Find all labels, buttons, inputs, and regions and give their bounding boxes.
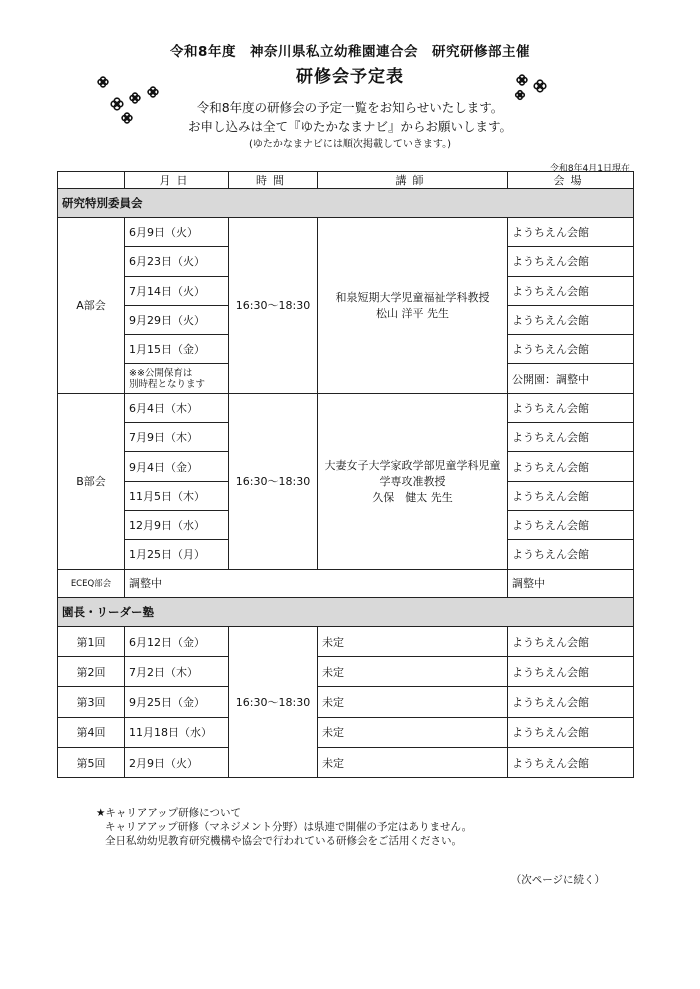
session-label: 第5回 bbox=[58, 748, 125, 778]
lecturer-cell bbox=[318, 393, 508, 569]
venue-cell: ようちえん会館 bbox=[508, 423, 634, 452]
venue-cell: ようちえん会館 bbox=[508, 626, 634, 656]
time-cell: 16:30〜18:30 bbox=[229, 218, 318, 394]
header-date: 月日 bbox=[125, 172, 229, 189]
note-line-1: ※※公開保育は bbox=[129, 367, 193, 379]
continued-note: （次ページに続く） bbox=[510, 874, 605, 886]
time-cell: 16:30〜18:30 bbox=[229, 393, 318, 569]
date-cell: 6月12日（金） bbox=[125, 626, 229, 656]
intro-text-2: お申し込みは全て『ゆたかなまナビ』からお願いします。 bbox=[187, 119, 512, 134]
date-cell: 7月14日（火） bbox=[125, 276, 229, 305]
date-cell: 7月9日（木） bbox=[125, 423, 229, 452]
date-cell: 9月25日（金） bbox=[125, 687, 229, 717]
session-label: 第1回 bbox=[58, 626, 125, 656]
date-cell: 12月9日（水） bbox=[125, 510, 229, 539]
lecturer-affiliation: 和泉短期大学児童福祉学科教授 bbox=[335, 291, 490, 305]
organizer-line: 令和8年度 神奈川県私立幼稚園連合会 研究研修部主催 bbox=[170, 44, 530, 60]
venue-cell: ようちえん会館 bbox=[508, 657, 634, 687]
table-row bbox=[58, 687, 634, 717]
venue-cell: ようちえん会館 bbox=[508, 452, 634, 481]
note-line-2: 別時程となります bbox=[129, 378, 206, 390]
venue-cell: ようちえん会館 bbox=[508, 305, 634, 334]
date-cell: 1月25日（月） bbox=[125, 540, 229, 569]
date-cell: 9月4日（金） bbox=[125, 452, 229, 481]
table-row bbox=[58, 748, 634, 778]
venue-cell: ようちえん会館 bbox=[508, 540, 634, 569]
venue-cell: ようちえん会館 bbox=[508, 687, 634, 717]
table-row bbox=[58, 717, 634, 747]
date-cell: 2月9日（火） bbox=[125, 748, 229, 778]
lecturer-cell: 未定 bbox=[318, 626, 508, 656]
section-title: 研究特別委員会 bbox=[58, 189, 634, 218]
date-cell: 6月9日（火） bbox=[125, 218, 229, 247]
date-cell: 11月5日（木） bbox=[125, 481, 229, 510]
date-cell: 6月23日（火） bbox=[125, 247, 229, 276]
section-row bbox=[58, 597, 634, 626]
group-label: ECEQ部会 bbox=[58, 569, 125, 597]
header-time: 時間 bbox=[229, 172, 318, 189]
venue-cell: ようちえん会館 bbox=[508, 481, 634, 510]
table-row bbox=[58, 218, 634, 247]
venue-cell: ようちえん会館 bbox=[508, 276, 634, 305]
venue-cell: ようちえん会館 bbox=[508, 748, 634, 778]
lecturer-affiliation: 大妻女子大学家政学部児童学科児童 bbox=[324, 459, 501, 473]
header-venue: 会場 bbox=[508, 172, 634, 189]
intro-text-3: (ゆたかなまナビには順次掲載していきます。) bbox=[248, 139, 451, 150]
venue-cell: ようちえん会館 bbox=[508, 335, 634, 364]
group-label: B部会 bbox=[58, 393, 125, 569]
page-title: 研修会予定表 bbox=[296, 67, 404, 87]
venue-cell: ようちえん会館 bbox=[508, 393, 634, 422]
date-cell: 9月29日（火） bbox=[125, 305, 229, 334]
section-title: 園長・リーダー塾 bbox=[58, 597, 634, 626]
section-row bbox=[58, 189, 634, 218]
lecturer-cell bbox=[318, 218, 508, 394]
session-label: 第2回 bbox=[58, 657, 125, 687]
table-row bbox=[58, 657, 634, 687]
date-cell: 1月15日（金） bbox=[125, 335, 229, 364]
venue-cell: ようちえん会館 bbox=[508, 717, 634, 747]
table-row bbox=[58, 393, 634, 422]
session-label: 第3回 bbox=[58, 687, 125, 717]
lecturer-cell: 未定 bbox=[318, 717, 508, 747]
note-body-1: キャリアアップ研修（マネジメント分野）は県連で開催の予定はありません。 bbox=[105, 821, 473, 833]
date-cell: 調整中 bbox=[125, 569, 508, 597]
venue-cell: ようちえん会館 bbox=[508, 247, 634, 276]
intro-text-1: 令和8年度の研修会の予定一覧をお知らせいたします。 bbox=[196, 100, 504, 115]
lecturer-title: 学専攻准教授 bbox=[379, 475, 446, 489]
schedule-table bbox=[57, 171, 634, 778]
note-heading: ★キャリアアップ研修について bbox=[96, 807, 241, 819]
header-lecturer: 講師 bbox=[318, 172, 508, 189]
note-body-2: 全日私幼幼児教育研究機構や協会で行われている研修会をご活用ください。 bbox=[105, 835, 462, 847]
table-row bbox=[58, 569, 634, 597]
venue-cell: ようちえん会館 bbox=[508, 510, 634, 539]
date-cell: 6月4日（木） bbox=[125, 393, 229, 422]
date-cell: 7月2日（木） bbox=[125, 657, 229, 687]
lecturer-cell: 未定 bbox=[318, 748, 508, 778]
table-row bbox=[58, 626, 634, 656]
time-cell: 16:30〜18:30 bbox=[229, 626, 318, 777]
career-up-note bbox=[96, 806, 472, 848]
header-blank bbox=[58, 172, 125, 189]
group-label: A部会 bbox=[58, 218, 125, 394]
lecturer-cell: 未定 bbox=[318, 687, 508, 717]
lecturer-name: 久保 健太 先生 bbox=[372, 491, 453, 505]
session-label: 第4回 bbox=[58, 717, 125, 747]
venue-cell: 調整中 bbox=[508, 569, 634, 597]
table-header-row bbox=[58, 172, 634, 189]
lecturer-cell: 未定 bbox=[318, 657, 508, 687]
venue-cell: 公開園：調整中 bbox=[508, 364, 634, 393]
as-of-date: 令和8年4月1日現在 bbox=[549, 164, 630, 174]
venue-cell: ようちえん会館 bbox=[508, 218, 634, 247]
note-cell bbox=[125, 364, 229, 393]
lecturer-name: 松山 洋平 先生 bbox=[376, 307, 449, 321]
date-cell: 11月18日（水） bbox=[125, 717, 229, 747]
